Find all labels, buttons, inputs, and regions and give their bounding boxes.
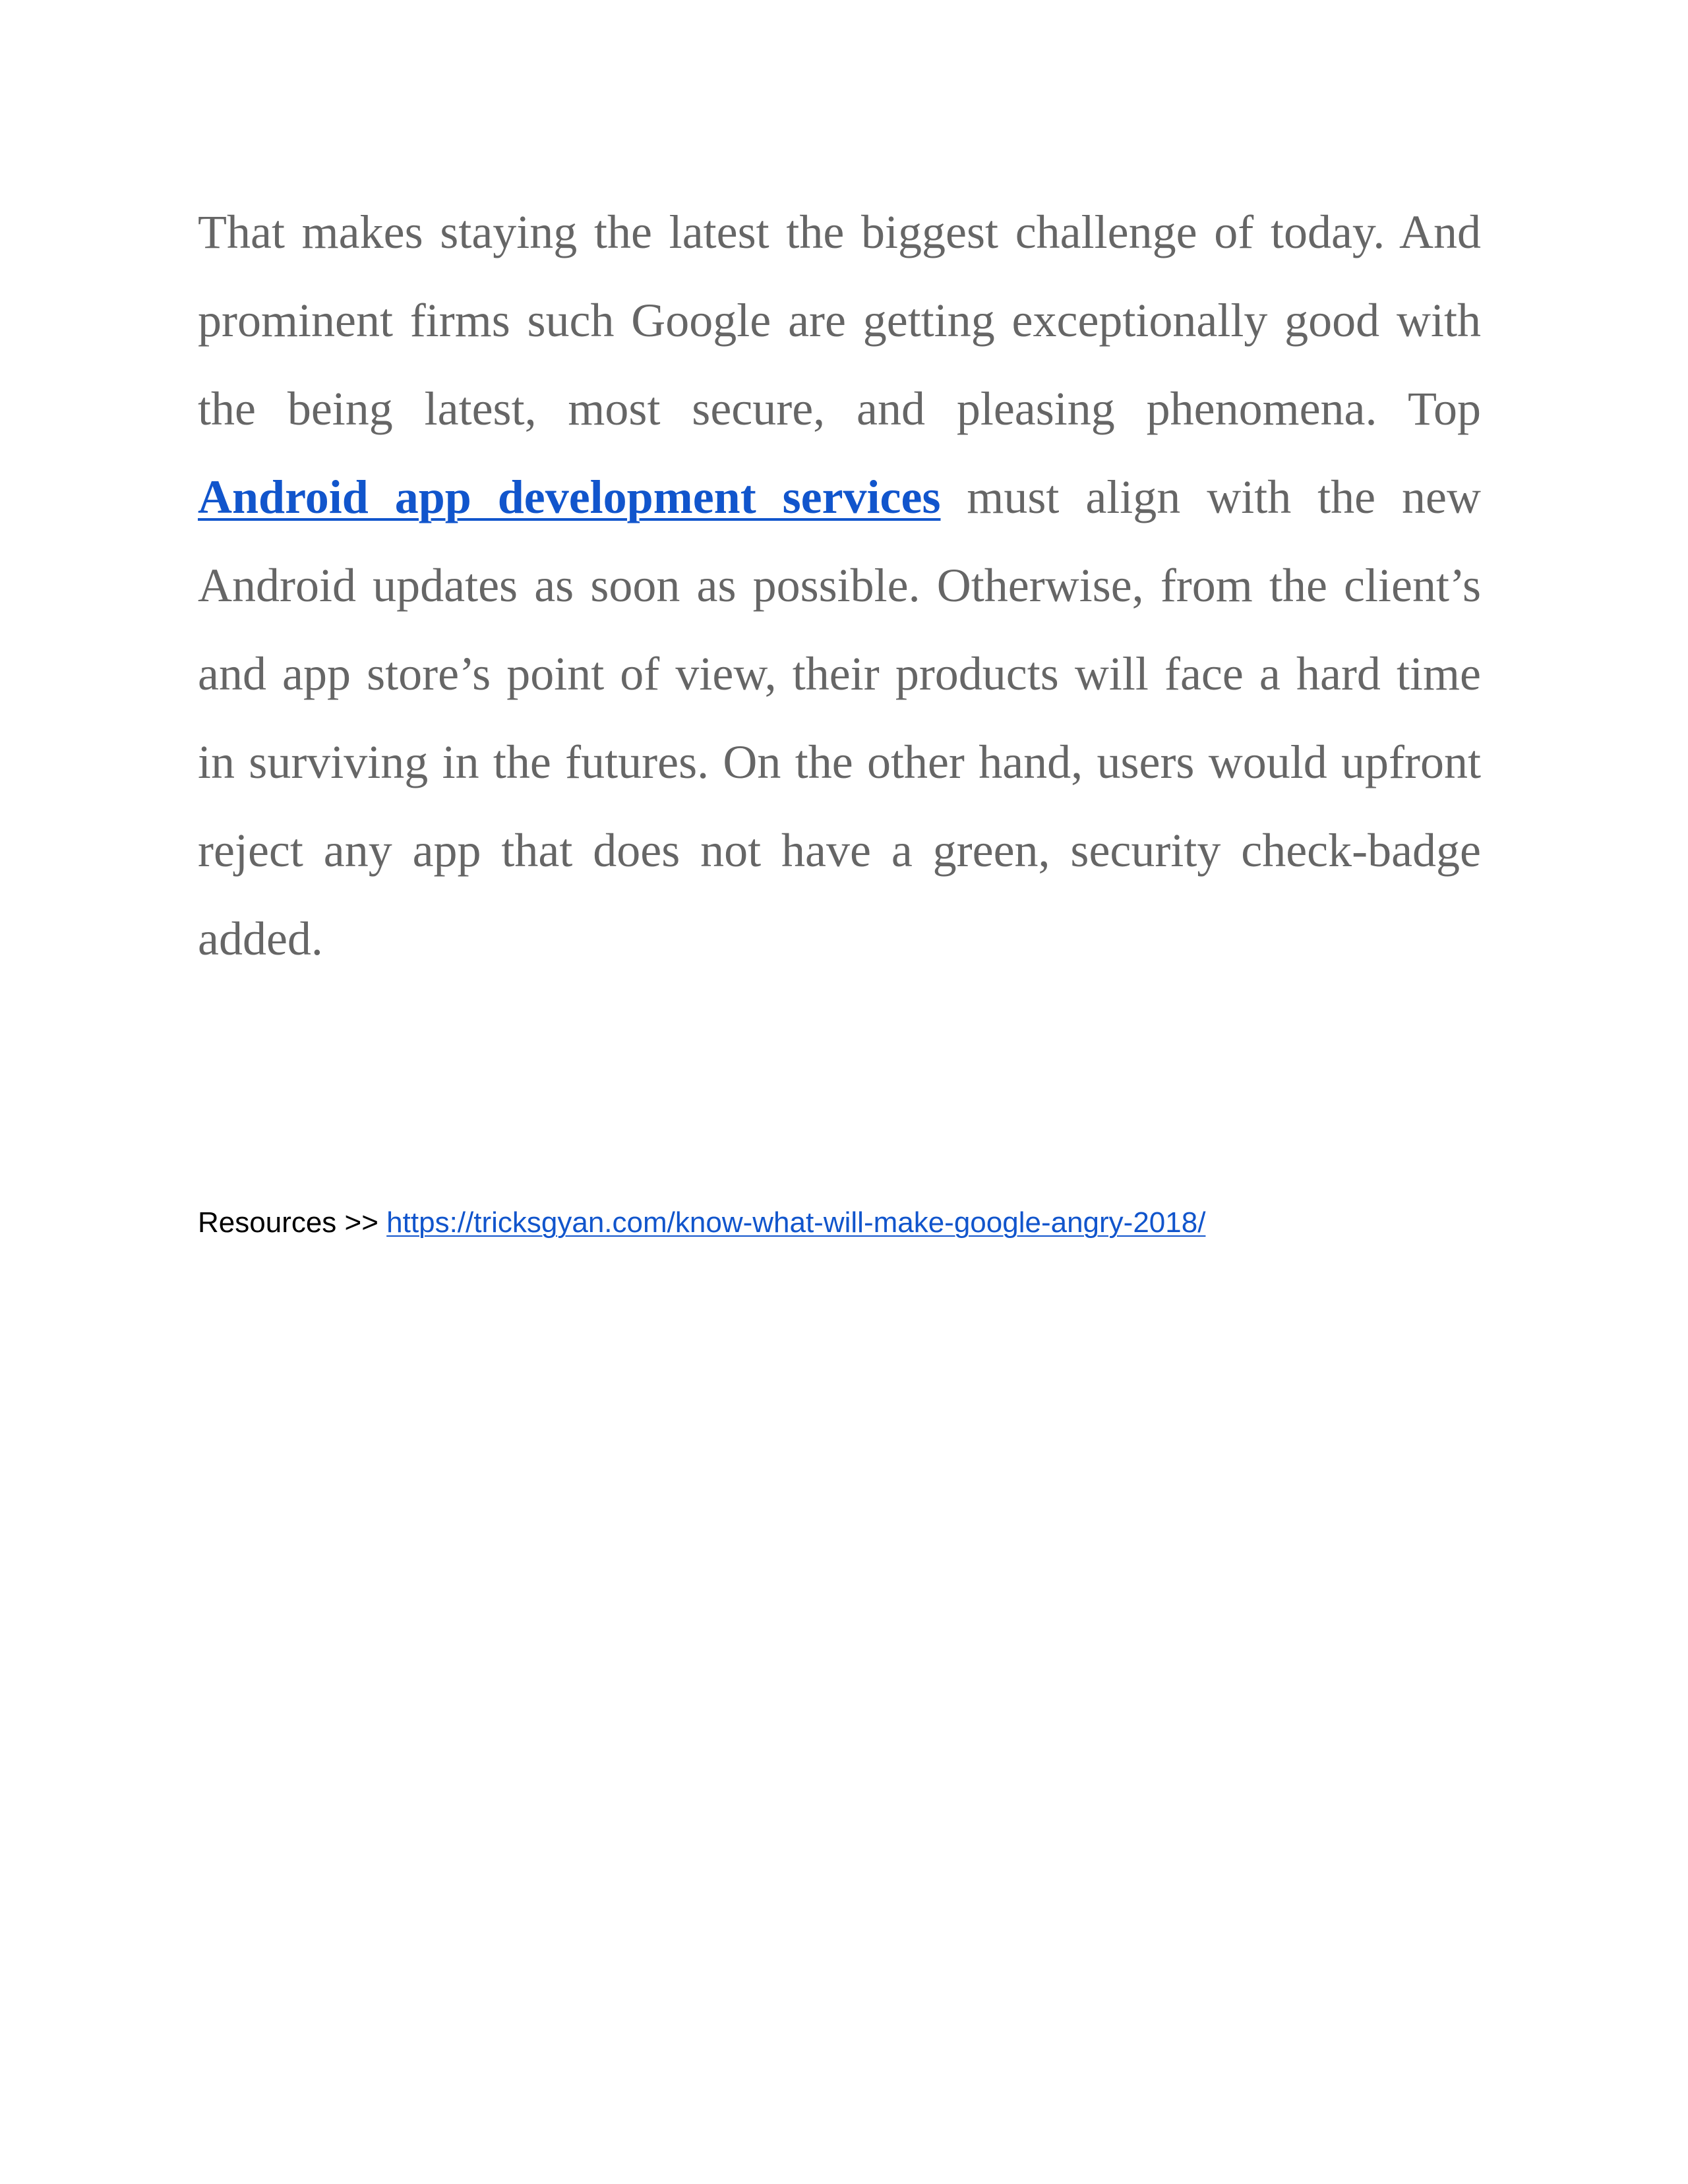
resources-line <box>198 1203 1205 1243</box>
resources-url-link[interactable]: https://tricksgyan.com/know-what-will-make-google-angry-2018/ <box>386 1206 1206 1239</box>
paragraph-text-after-link: must align with the new Android updates as soon as possible. Otherwise, from the client’s and app store’s point of view, their products will face a hard time in surviving in the futures. On the other hand, users would upfront reject any app that does not have a green, security check-badge added. <box>198 471 1481 965</box>
android-app-development-services-link[interactable]: Android app development services <box>198 471 941 523</box>
paragraph-text-before-link: That makes staying the latest the biggest challenge of today. And prominent firms such Google are getting exceptionally good with the being latest, most secure, and pleasing phenomena. Top <box>198 206 1481 435</box>
body-paragraph <box>198 188 1481 983</box>
resources-label: Resources >> <box>198 1206 378 1239</box>
